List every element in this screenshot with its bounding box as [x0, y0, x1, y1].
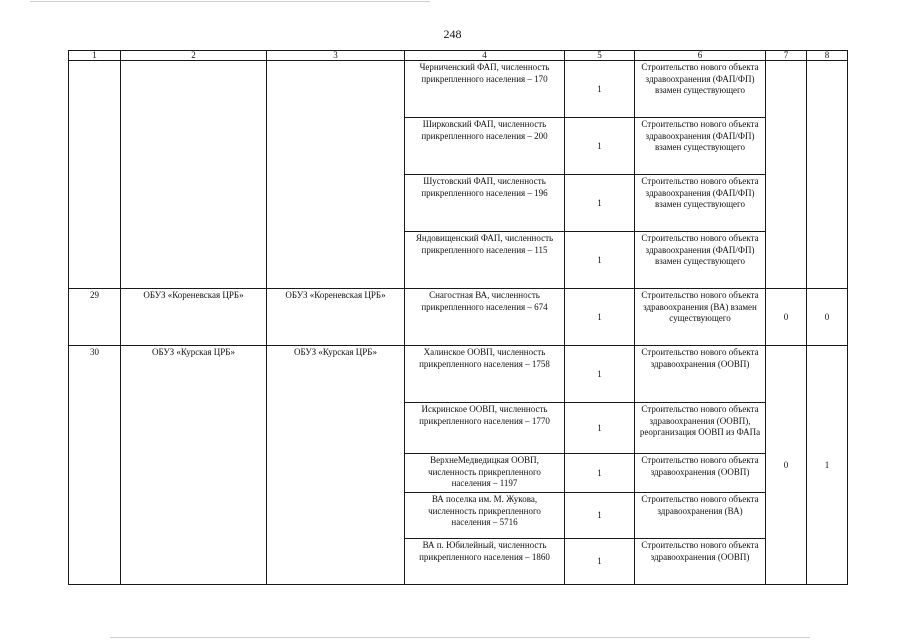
header-cell: 1 — [69, 51, 121, 61]
facility-cell: Шустовский ФАП, численность прикрепленного населения – 196 — [405, 175, 565, 232]
facility-cell: ВА п. Юбилейный, численность прикрепленного населения – 1860 — [405, 539, 565, 585]
facility-cell: Ширковский ФАП, численность прикрепленного населения – 200 — [405, 118, 565, 175]
action-cell: Строительство нового объекта здравоохранения (ВА) — [635, 493, 766, 539]
row-number-cell — [69, 61, 121, 289]
action-cell: Строительство нового объекта здравоохранения (ООВП) — [635, 454, 766, 493]
count-cell: 1 — [565, 175, 635, 232]
col8-cell: 1 — [807, 346, 848, 585]
count-cell: 1 — [565, 403, 635, 454]
count-cell: 1 — [565, 539, 635, 585]
facility-cell: Искринское ООВП, численность прикрепленного населения – 1770 — [405, 403, 565, 454]
header-cell: 7 — [766, 51, 807, 61]
header-row — [69, 51, 848, 61]
organization-cell: ОБУЗ «Кореневская ЦРБ» — [267, 289, 405, 346]
col8-cell — [807, 61, 848, 289]
organization-cell — [121, 61, 267, 289]
facility-cell: Снагостная ВА, численность прикрепленного населения – 674 — [405, 289, 565, 346]
count-cell: 1 — [565, 454, 635, 493]
count-cell: 1 — [565, 61, 635, 118]
table-row — [69, 346, 848, 403]
facility-cell: Яндовищенский ФАП, численность прикрепленного населения – 115 — [405, 232, 565, 289]
row-number-cell: 30 — [69, 346, 121, 585]
facility-cell: ВА поселка им. М. Жукова, численность прикрепленного населения – 5716 — [405, 493, 565, 539]
action-cell: Строительство нового объекта здравоохранения (ООВП) — [635, 346, 766, 403]
count-cell: 1 — [565, 118, 635, 175]
count-cell: 1 — [565, 493, 635, 539]
organization-cell: ОБУЗ «Кореневская ЦРБ» — [121, 289, 267, 346]
organization-cell — [267, 61, 405, 289]
count-cell: 1 — [565, 232, 635, 289]
action-cell: Строительство нового объекта здравоохранения (ВА) взамен существующего — [635, 289, 766, 346]
col7-cell — [766, 61, 807, 289]
table-row — [69, 289, 848, 346]
facility-cell: Черниченский ФАП, численность прикрепленного населения – 170 — [405, 61, 565, 118]
header-cell: 6 — [635, 51, 766, 61]
col7-cell: 0 — [766, 289, 807, 346]
header-cell: 2 — [121, 51, 267, 61]
action-cell: Строительство нового объекта здравоохранения (ФАП/ФП) взамен существующего — [635, 61, 766, 118]
row-number-cell: 29 — [69, 289, 121, 346]
action-cell: Строительство нового объекта здравоохранения (ФАП/ФП) взамен существующего — [635, 118, 766, 175]
facilities-table — [68, 50, 848, 585]
count-cell: 1 — [565, 289, 635, 346]
header-cell: 8 — [807, 51, 848, 61]
organization-cell: ОБУЗ «Курская ЦРБ» — [121, 346, 267, 585]
action-cell: Строительство нового объекта здравоохранения (ФАП/ФП) взамен существующего — [635, 175, 766, 232]
page-number: 248 — [443, 27, 462, 41]
action-cell: Строительство нового объекта здравоохранения (ООВП), реорганизация ООВП из ФАПа — [635, 403, 766, 454]
action-cell: Строительство нового объекта здравоохранения (ООВП) — [635, 539, 766, 585]
col8-cell: 0 — [807, 289, 848, 346]
scan-artifact-bottom — [110, 637, 810, 638]
table-row — [69, 61, 848, 118]
facility-cell: ВерхнеМедведицкая ООВП, численность прикрепленного населения – 1197 — [405, 454, 565, 493]
header-cell: 4 — [405, 51, 565, 61]
organization-cell: ОБУЗ «Курская ЦРБ» — [267, 346, 405, 585]
action-cell: Строительство нового объекта здравоохранения (ФАП/ФП) взамен существующего — [635, 232, 766, 289]
facility-cell: Халинское ООВП, численность прикрепленного населения – 1758 — [405, 346, 565, 403]
col7-cell: 0 — [766, 346, 807, 585]
scan-artifact-top — [30, 1, 430, 2]
count-cell: 1 — [565, 346, 635, 403]
header-cell: 5 — [565, 51, 635, 61]
header-cell: 3 — [267, 51, 405, 61]
